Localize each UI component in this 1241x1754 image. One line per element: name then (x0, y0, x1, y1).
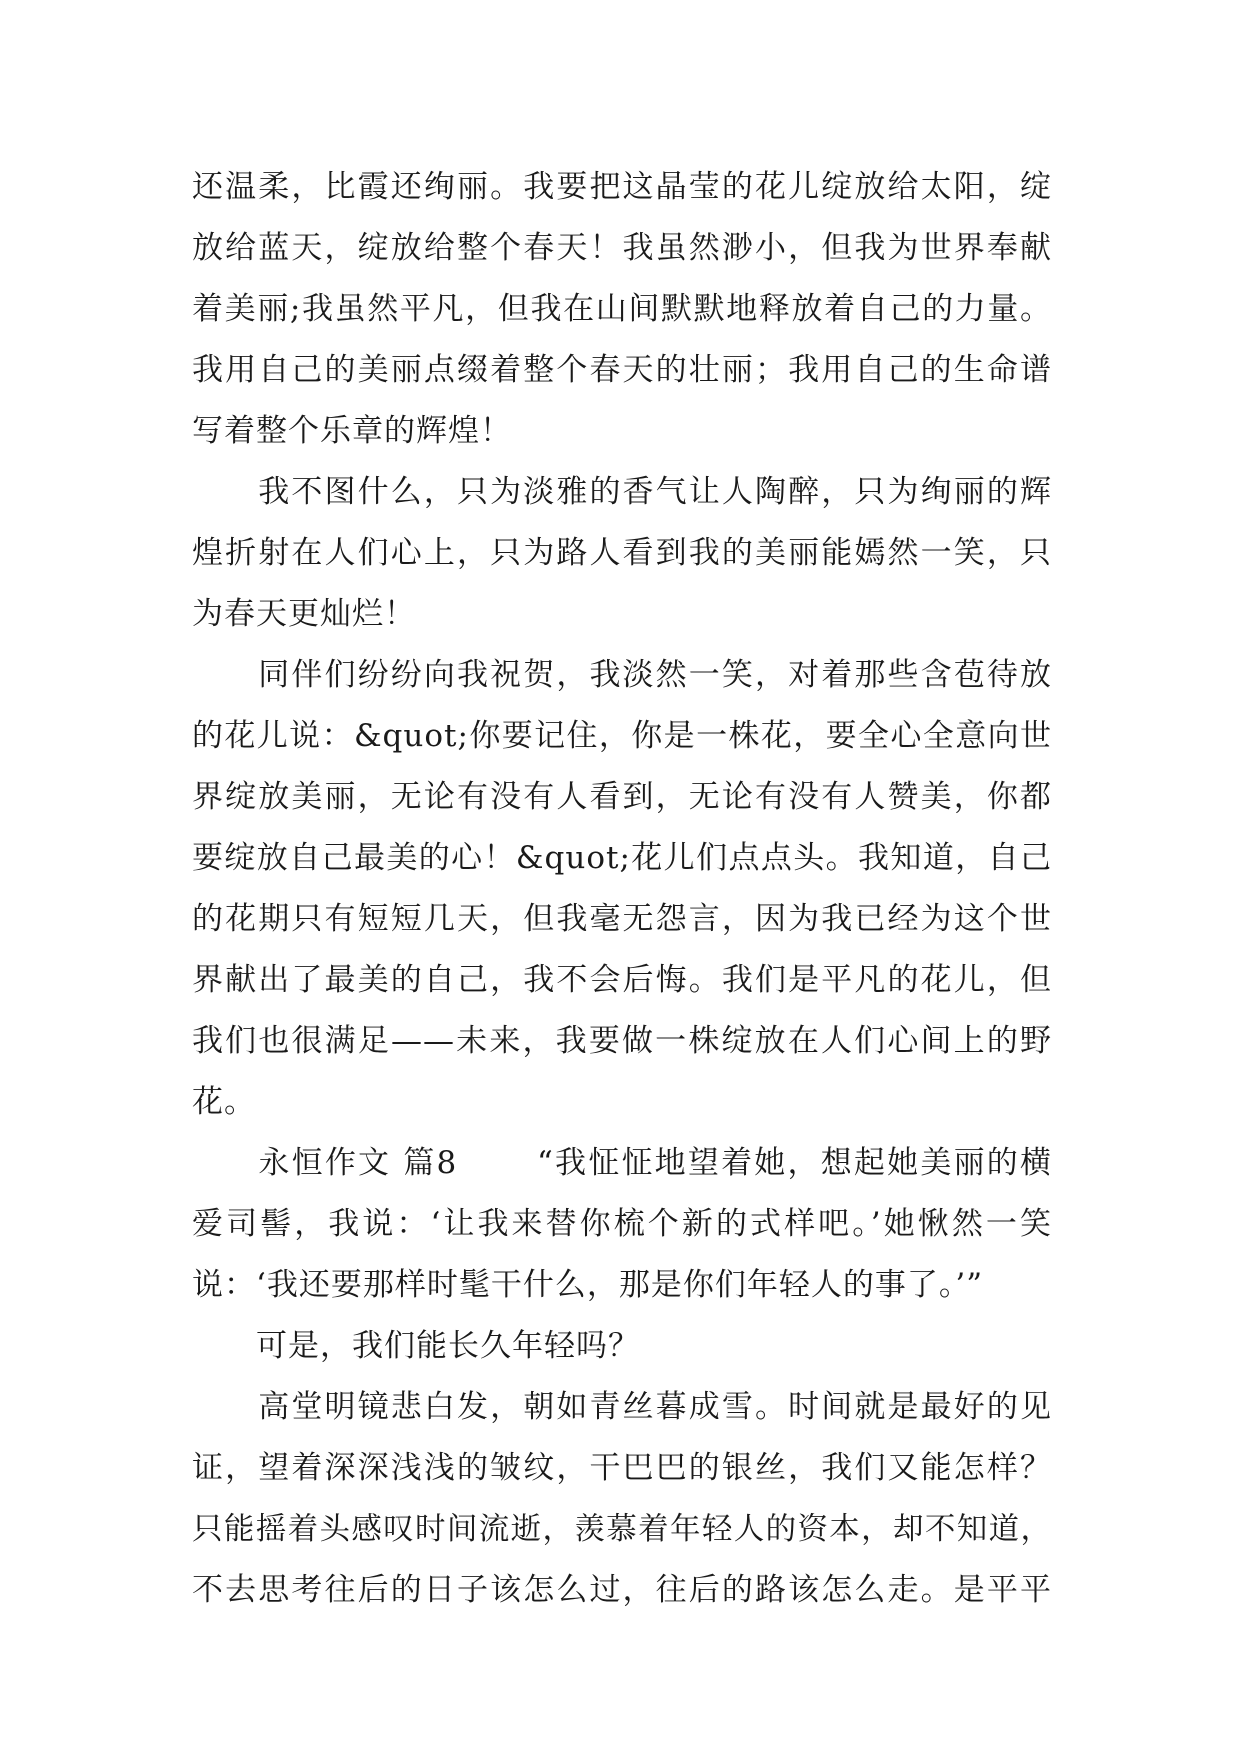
text-line: 说：‘我还要那样时髦干什么，那是你们年轻人的事了。’” (192, 1267, 984, 1303)
text-line: 界绽放美丽，无论有没有人看到，无论有没有人赞美，你都 (192, 779, 1052, 815)
text-line: 我用自己的美丽点缀着整个春天的壮丽；我用自己的生命谱 (192, 352, 1052, 388)
text-line: 要绽放自己最美的心！&quot;花儿们点点头。我知道，自己 (192, 840, 1052, 876)
text-line: 煌折射在人们心上，只为路人看到我的美丽能嫣然一笑，只 (192, 535, 1052, 571)
text-line: 的花期只有短短几天，但我毫无怨言，因为我已经为这个世 (192, 901, 1052, 937)
text-line: 永恒作文 篇8 “我怔怔地望着她，想起她美丽的横 (192, 1145, 1052, 1181)
text-line: 我不图什么，只为淡雅的香气让人陶醉，只为绚丽的辉 (192, 474, 1052, 510)
text-line: 不去思考往后的日子该怎么过，往后的路该怎么走。是平平 (192, 1572, 1052, 1608)
text-line: 我们也很满足——未来，我要做一株绽放在人们心间上的野 (192, 1023, 1052, 1059)
text-line: 放给蓝天，绽放给整个春天！我虽然渺小，但我为世界奉献 (192, 230, 1052, 266)
text-line: 同伴们纷纷向我祝贺，我淡然一笑，对着那些含苞待放 (192, 657, 1052, 693)
text-line: 写着整个乐章的辉煌！ (192, 413, 512, 449)
text-line: 爱司髻，我说：‘让我来替你梳个新的式样吧。’她愀然一笑 (192, 1206, 1052, 1242)
text-line: 为春天更灿烂！ (192, 596, 416, 632)
body-text (192, 157, 1052, 1621)
text-line: 的花儿说：&quot;你要记住，你是一株花，要全心全意向世 (192, 718, 1052, 754)
text-line: 证，望着深深浅浅的皱纹，干巴巴的银丝，我们又能怎样？ (192, 1450, 1052, 1486)
text-line: 高堂明镜悲白发，朝如青丝暮成雪。时间就是最好的见 (192, 1389, 1052, 1425)
text-line: 只能摇着头感叹时间流逝，羡慕着年轻人的资本，却不知道， (192, 1512, 1052, 1547)
text-line: 可是，我们能长久年轻吗？ (192, 1328, 640, 1364)
text-line: 着美丽;我虽然平凡，但我在山间默默地释放着自己的力量。 (192, 291, 1052, 327)
text-line: 界献出了最美的自己，我不会后悔。我们是平凡的花儿，但 (192, 962, 1052, 998)
text-line: 花。 (192, 1084, 256, 1120)
text-line: 还温柔，比霞还绚丽。我要把这晶莹的花儿绽放给太阳，绽 (192, 169, 1052, 205)
